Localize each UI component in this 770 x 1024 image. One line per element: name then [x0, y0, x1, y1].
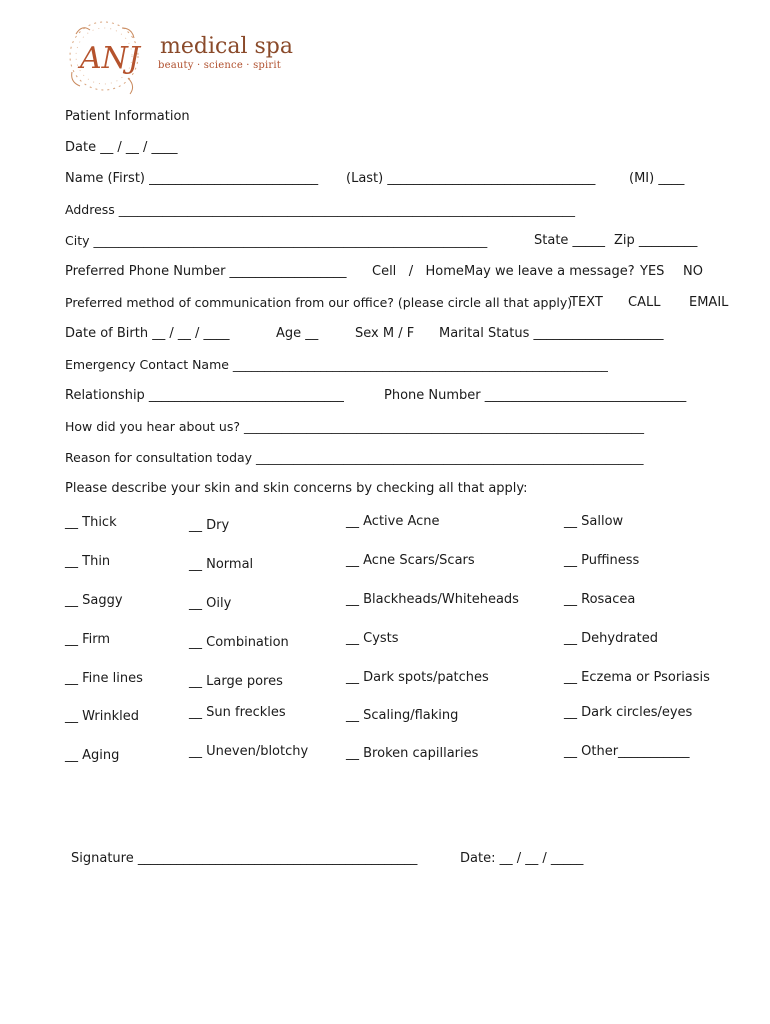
sex-field[interactable]: Sex M / F — [355, 326, 415, 341]
skin-option[interactable]: __ Cysts — [346, 631, 399, 646]
emergency-contact-field[interactable]: Emergency Contact Name ____________________________________________________________ — [65, 357, 608, 372]
age-field[interactable]: Age __ — [276, 326, 319, 341]
skin-option[interactable]: __ Scaling/flaking — [346, 708, 459, 723]
skin-option[interactable]: __ Puffiness — [564, 553, 640, 568]
section-title: Patient Information — [65, 109, 190, 124]
skin-option[interactable]: __ Wrinkled — [65, 709, 139, 724]
consultation-reason-field[interactable]: Reason for consultation today ______________________________________________________________ — [65, 450, 644, 465]
call-option[interactable]: CALL — [628, 295, 661, 310]
state-field[interactable]: State _____ — [534, 233, 606, 248]
skin-option[interactable]: __ Saggy — [65, 593, 123, 608]
zip-field[interactable]: Zip _________ — [614, 233, 698, 248]
skin-option[interactable]: __ Firm — [65, 632, 111, 647]
skin-option[interactable]: __ Fine lines — [65, 671, 143, 686]
emergency-phone-field[interactable]: Phone Number _______________________________ — [384, 388, 687, 403]
skin-option[interactable]: __ Dark circles/eyes — [564, 705, 693, 720]
skin-option[interactable]: __ Broken capillaries — [346, 746, 479, 761]
logo-tagline: beauty · science · spirit — [158, 60, 281, 71]
middle-initial-field[interactable]: (MI) ____ — [629, 171, 685, 186]
leave-message-label: May we leave a message? — [464, 264, 635, 279]
skin-option[interactable]: __ Combination — [189, 635, 289, 650]
skin-option[interactable]: __ Eczema or Psoriasis — [564, 670, 710, 685]
phone-field[interactable]: Preferred Phone Number __________________ — [65, 264, 347, 279]
dob-field[interactable]: Date of Birth __ / __ / ____ — [65, 326, 230, 341]
skin-option[interactable]: __ Active Acne — [346, 514, 440, 529]
skin-option[interactable]: __ Rosacea — [564, 592, 636, 607]
no-option[interactable]: NO — [683, 264, 703, 279]
skin-option[interactable]: __ Oily — [189, 596, 232, 611]
skin-option[interactable]: __ Dark spots/patches — [346, 670, 489, 685]
skin-option[interactable]: __ Dry — [189, 518, 230, 533]
skin-option[interactable]: __ Sallow — [564, 514, 624, 529]
text-option[interactable]: TEXT — [570, 295, 603, 310]
skin-option[interactable]: __ Normal — [189, 557, 254, 572]
skin-option[interactable]: __ Uneven/blotchy — [189, 744, 309, 759]
first-name-field[interactable]: Name (First) __________________________ — [65, 171, 319, 186]
spa-logo — [62, 14, 293, 100]
address-field[interactable]: Address _________________________________________________________________________ — [65, 202, 576, 217]
signature-date-field[interactable]: Date: __ / __ / _____ — [460, 851, 584, 866]
skin-option[interactable]: __ Thick — [65, 515, 117, 530]
skin-option[interactable]: __ Acne Scars/Scars — [346, 553, 475, 568]
logo-initials: ANJ — [80, 41, 140, 76]
email-option[interactable]: EMAIL — [689, 295, 729, 310]
skin-option[interactable]: __ Sun freckles — [189, 705, 286, 720]
logo-name: medical spa — [160, 34, 293, 59]
signature-field[interactable]: Signature ___________________________________________ — [71, 851, 418, 866]
skin-option[interactable]: __ Large pores — [189, 674, 283, 689]
comm-method-label: Preferred method of communication from our office? (please circle all that apply) — [65, 295, 573, 310]
skin-option[interactable]: __ Blackheads/Whiteheads — [346, 592, 519, 607]
skin-option[interactable]: __ Thin — [65, 554, 111, 569]
yes-option[interactable]: YES — [640, 264, 665, 279]
marital-status-field[interactable]: Marital Status ____________________ — [439, 326, 664, 341]
skin-option[interactable]: __ Dehydrated — [564, 631, 658, 646]
date-field[interactable]: Date __ / __ / ____ — [65, 140, 178, 155]
last-name-field[interactable]: (Last) ________________________________ — [346, 171, 596, 186]
cell-home-option[interactable]: Cell / Home — [372, 264, 464, 279]
city-field[interactable]: City _______________________________________________________________ — [65, 233, 488, 248]
skin-prompt: Please describe your skin and skin concerns by checking all that apply: — [65, 481, 528, 496]
skin-option[interactable]: __ Other___________ — [564, 744, 690, 759]
skin-option[interactable]: __ Aging — [65, 748, 120, 763]
relationship-field[interactable]: Relationship ______________________________ — [65, 388, 344, 403]
referral-source-field[interactable]: How did you hear about us? ________________________________________________________________ — [65, 419, 644, 434]
logo-monogram-icon — [62, 14, 152, 100]
